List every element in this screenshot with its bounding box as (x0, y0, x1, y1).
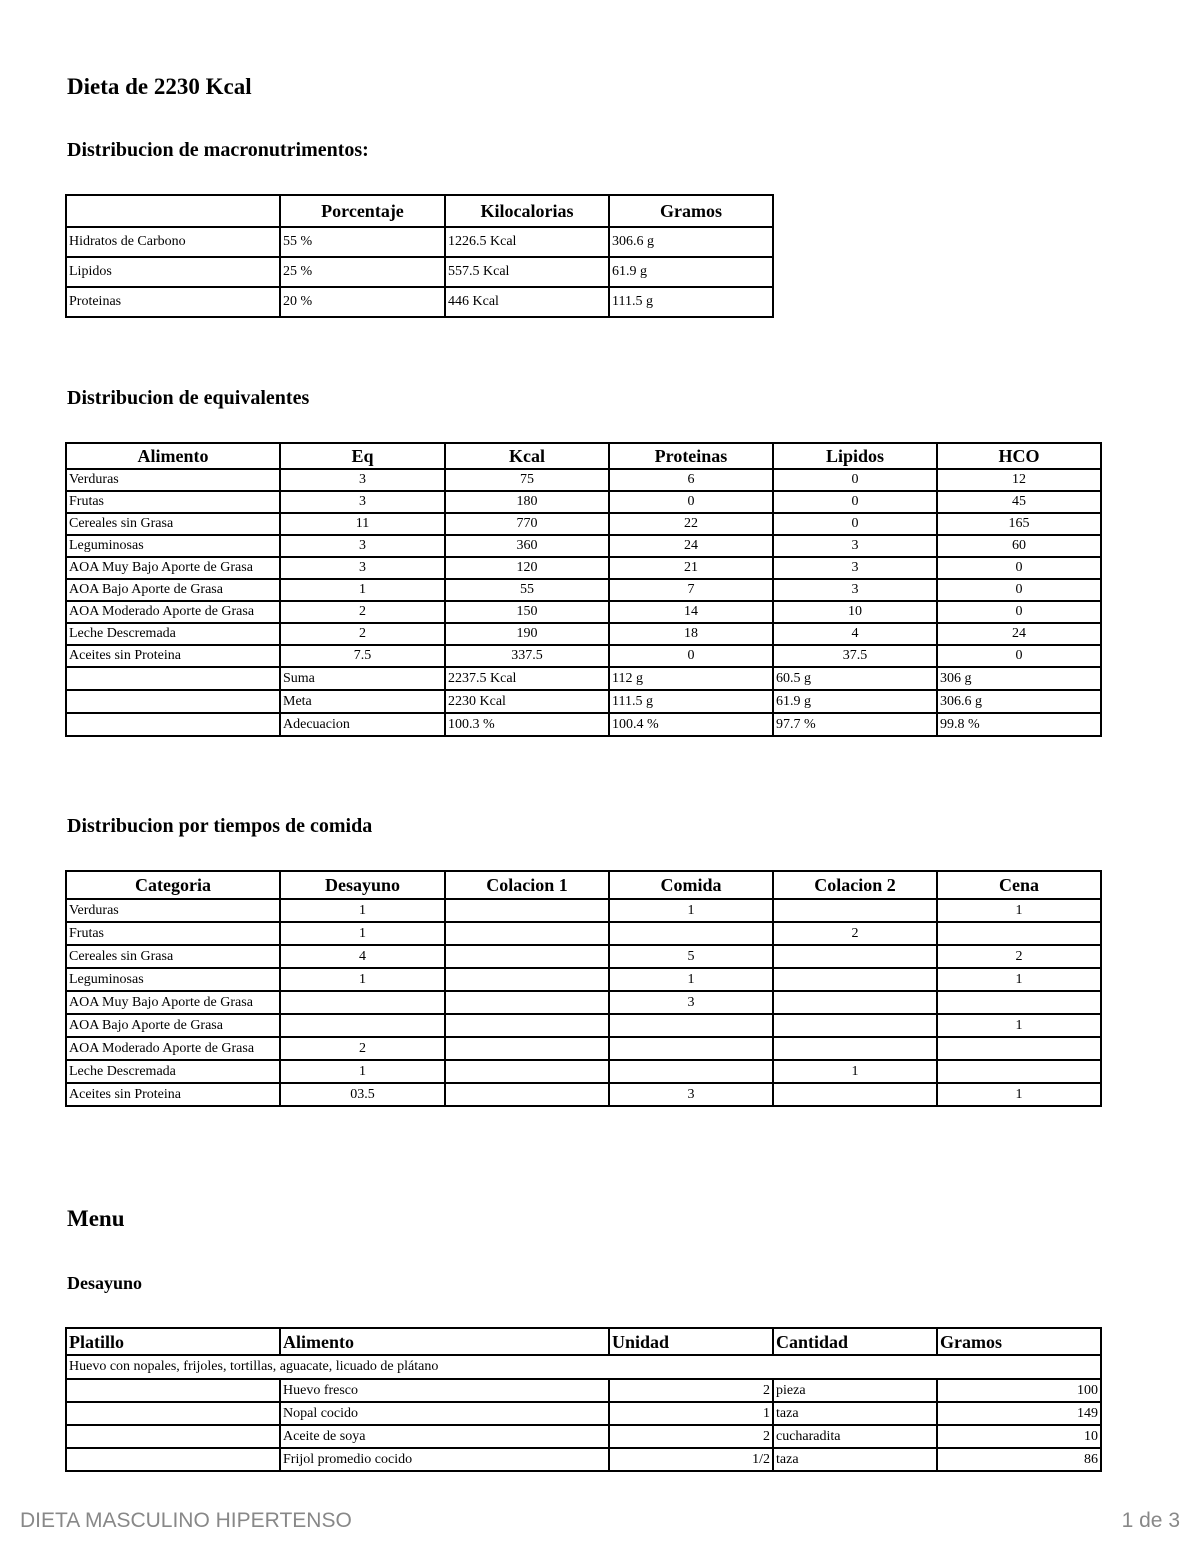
menu-header-row (66, 1328, 1101, 1355)
table-cell: 4 (280, 945, 445, 968)
table-cell: 99.8 % (937, 713, 1101, 736)
table-cell: Frutas (66, 491, 280, 513)
table-cell (609, 1060, 773, 1083)
footer-document-title: DIETA MASCULINO HIPERTENSO (20, 1509, 352, 1532)
table-row (66, 1379, 1101, 1402)
table-cell: 0 (773, 491, 937, 513)
table-cell (66, 713, 280, 736)
table-cell: AOA Muy Bajo Aporte de Grasa (66, 557, 280, 579)
table-cell: 1 (937, 968, 1101, 991)
table-cell (609, 1037, 773, 1060)
page-indicator: 1 de 3 (1121, 1509, 1180, 1532)
table-cell: 165 (937, 513, 1101, 535)
table-cell: 1 (609, 1402, 773, 1425)
table-row (66, 513, 1101, 535)
table-cell: 25 % (280, 257, 445, 287)
table-cell: 100.3 % (445, 713, 609, 736)
table-cell: Lipidos (66, 257, 280, 287)
table-cell (445, 945, 609, 968)
table-cell (445, 1060, 609, 1083)
table-cell: taza (773, 1448, 937, 1471)
table-cell: AOA Moderado Aporte de Grasa (66, 601, 280, 623)
table-row (66, 557, 1101, 579)
table-cell: Meta (280, 690, 445, 713)
table-cell: 1 (280, 579, 445, 601)
table-cell: 100 (937, 1379, 1101, 1402)
table-cell: 111.5 g (609, 690, 773, 713)
table-cell: pieza (773, 1379, 937, 1402)
menu-header-cell: Unidad (609, 1328, 773, 1355)
macro-header-row (66, 195, 773, 227)
table-row (66, 1014, 1101, 1037)
table-cell: 4 (773, 623, 937, 645)
table-cell: 03.5 (280, 1083, 445, 1106)
table-cell: 1/2 (609, 1448, 773, 1471)
table-cell (280, 1014, 445, 1037)
table-cell: 3 (773, 535, 937, 557)
table-cell: Aceite de soya (280, 1425, 609, 1448)
table-cell: 1 (937, 1014, 1101, 1037)
table-row (66, 579, 1101, 601)
table-cell: 0 (609, 491, 773, 513)
table-row (66, 991, 1101, 1014)
table-row (66, 645, 1101, 667)
table-row (66, 922, 1101, 945)
table-cell (773, 968, 937, 991)
table-cell (937, 1037, 1101, 1060)
table-cell: 18 (609, 623, 773, 645)
table-row (66, 623, 1101, 645)
table-cell: 61.9 g (773, 690, 937, 713)
equiv-header-cell: Eq (280, 443, 445, 469)
tiempos-header-cell: Cena (937, 871, 1101, 899)
table-cell (773, 945, 937, 968)
table-cell (773, 991, 937, 1014)
table-cell: Leguminosas (66, 535, 280, 557)
table-cell: 337.5 (445, 645, 609, 667)
table-cell: cucharadita (773, 1425, 937, 1448)
table-cell: 22 (609, 513, 773, 535)
table-cell: 60 (937, 535, 1101, 557)
menu-header-cell: Cantidad (773, 1328, 937, 1355)
equiv-header-cell: Lipidos (773, 443, 937, 469)
table-cell: Leguminosas (66, 968, 280, 991)
table-cell: 0 (773, 513, 937, 535)
table-cell (445, 1037, 609, 1060)
table-cell: 557.5 Kcal (445, 257, 609, 287)
table-cell: 3 (280, 469, 445, 491)
table-cell (445, 968, 609, 991)
table-cell: Hidratos de Carbono (66, 227, 280, 257)
table-cell: 3 (773, 579, 937, 601)
table-cell: 55 % (280, 227, 445, 257)
table-cell: Leche Descremada (66, 623, 280, 645)
table-cell: Cereales sin Grasa (66, 513, 280, 535)
table-cell (773, 1083, 937, 1106)
table-cell: 360 (445, 535, 609, 557)
table-cell: 21 (609, 557, 773, 579)
table-cell: 306.6 g (937, 690, 1101, 713)
menu-header-cell: Gramos (937, 1328, 1101, 1355)
table-cell (773, 1037, 937, 1060)
table-cell: 1 (937, 1083, 1101, 1106)
table-cell: 1 (609, 899, 773, 922)
table-cell: 7.5 (280, 645, 445, 667)
table-cell: 0 (609, 645, 773, 667)
table-cell (609, 922, 773, 945)
equiv-header-cell: Proteinas (609, 443, 773, 469)
table-cell: 6 (609, 469, 773, 491)
table-cell (445, 991, 609, 1014)
table-row (66, 491, 1101, 513)
summary-row (66, 713, 1101, 736)
menu-header-cell: Platillo (66, 1328, 280, 1355)
table-cell: 5 (609, 945, 773, 968)
table-cell: 149 (937, 1402, 1101, 1425)
table-row (66, 1448, 1101, 1471)
table-cell: Aceites sin Proteina (66, 645, 280, 667)
table-cell: 1 (280, 1060, 445, 1083)
menu-heading: Menu (67, 1206, 125, 1231)
table-row (66, 287, 773, 317)
macro-table (65, 194, 774, 318)
table-cell: 97.7 % (773, 713, 937, 736)
table-cell: 0 (937, 579, 1101, 601)
table-row (66, 469, 1101, 491)
table-cell (445, 1083, 609, 1106)
table-cell (66, 1425, 280, 1448)
macro-header-cell: Porcentaje (280, 195, 445, 227)
table-cell (937, 922, 1101, 945)
table-cell: 24 (937, 623, 1101, 645)
table-cell: Proteinas (66, 287, 280, 317)
macro-header-cell (66, 195, 280, 227)
dish-name: Huevo con nopales, frijoles, tortillas, aguacate, licuado de plátano (66, 1355, 1101, 1379)
table-cell: 150 (445, 601, 609, 623)
table-cell (445, 899, 609, 922)
table-cell: 12 (937, 469, 1101, 491)
table-cell: Suma (280, 667, 445, 690)
table-cell: AOA Muy Bajo Aporte de Grasa (66, 991, 280, 1014)
table-cell: 3 (280, 557, 445, 579)
table-cell: 2 (609, 1425, 773, 1448)
tiempos-header-cell: Comida (609, 871, 773, 899)
table-cell: 0 (773, 469, 937, 491)
table-row (66, 1402, 1101, 1425)
table-cell (937, 991, 1101, 1014)
table-cell: 3 (773, 557, 937, 579)
table-cell: 3 (280, 491, 445, 513)
document-title: Dieta de 2230 Kcal (67, 74, 252, 99)
equiv-header-cell: Kcal (445, 443, 609, 469)
table-cell (773, 899, 937, 922)
table-cell (66, 1402, 280, 1425)
table-cell: 180 (445, 491, 609, 513)
table-cell (445, 1014, 609, 1037)
table-cell: 75 (445, 469, 609, 491)
table-cell: 0 (937, 601, 1101, 623)
table-cell: 55 (445, 579, 609, 601)
table-cell: 770 (445, 513, 609, 535)
table-row (66, 1425, 1101, 1448)
desayuno-menu-table (65, 1327, 1102, 1472)
table-cell: AOA Bajo Aporte de Grasa (66, 1014, 280, 1037)
equiv-table (65, 442, 1102, 737)
tiempos-header-row (66, 871, 1101, 899)
table-cell (66, 1448, 280, 1471)
table-cell: 11 (280, 513, 445, 535)
table-cell: 20 % (280, 287, 445, 317)
table-cell: 112 g (609, 667, 773, 690)
macro-heading: Distribucion de macronutrimentos: (67, 139, 369, 161)
summary-row (66, 690, 1101, 713)
table-row (66, 601, 1101, 623)
table-cell: Leche Descremada (66, 1060, 280, 1083)
table-cell: 1 (280, 968, 445, 991)
table-cell: Nopal cocido (280, 1402, 609, 1425)
equiv-header-cell: HCO (937, 443, 1101, 469)
tiempos-header-cell: Desayuno (280, 871, 445, 899)
table-cell (937, 1060, 1101, 1083)
table-cell: Frutas (66, 922, 280, 945)
table-cell: Frijol promedio cocido (280, 1448, 609, 1471)
table-cell: 10 (773, 601, 937, 623)
macro-header-cell: Kilocalorias (445, 195, 609, 227)
table-cell: 2 (937, 945, 1101, 968)
table-cell: 60.5 g (773, 667, 937, 690)
table-cell: Aceites sin Proteina (66, 1083, 280, 1106)
table-cell: 0 (937, 557, 1101, 579)
table-cell: 61.9 g (609, 257, 773, 287)
table-cell: Verduras (66, 899, 280, 922)
table-cell: 1 (937, 899, 1101, 922)
tiempos-header-cell: Colacion 2 (773, 871, 937, 899)
desayuno-heading: Desayuno (67, 1273, 143, 1293)
table-cell: 1 (280, 899, 445, 922)
table-row (66, 968, 1101, 991)
table-cell: 2 (280, 1037, 445, 1060)
table-cell: 306.6 g (609, 227, 773, 257)
table-cell: taza (773, 1402, 937, 1425)
table-cell: 2230 Kcal (445, 690, 609, 713)
equiv-header-cell: Alimento (66, 443, 280, 469)
table-cell: AOA Bajo Aporte de Grasa (66, 579, 280, 601)
table-row (66, 1037, 1101, 1060)
table-cell: 0 (937, 645, 1101, 667)
table-row (66, 257, 773, 287)
table-cell: Cereales sin Grasa (66, 945, 280, 968)
equiv-heading: Distribucion de equivalentes (67, 387, 310, 409)
table-cell: 14 (609, 601, 773, 623)
table-cell: 2 (609, 1379, 773, 1402)
table-cell: 86 (937, 1448, 1101, 1471)
tiempos-header-cell: Colacion 1 (445, 871, 609, 899)
table-row (66, 1060, 1101, 1083)
table-cell: 3 (609, 991, 773, 1014)
table-cell (66, 667, 280, 690)
tiempos-heading: Distribucion por tiempos de comida (67, 815, 373, 837)
macro-header-cell: Gramos (609, 195, 773, 227)
table-row (66, 227, 773, 257)
menu-header-cell: Alimento (280, 1328, 609, 1355)
tiempos-header-cell: Categoria (66, 871, 280, 899)
table-cell (445, 922, 609, 945)
table-row (66, 535, 1101, 557)
table-cell: 111.5 g (609, 287, 773, 317)
tiempos-table (65, 870, 1102, 1107)
table-cell: 120 (445, 557, 609, 579)
table-cell: 45 (937, 491, 1101, 513)
equiv-header-row (66, 443, 1101, 469)
table-cell (280, 991, 445, 1014)
dish-row (66, 1355, 1101, 1379)
table-cell: 2 (773, 922, 937, 945)
table-row (66, 945, 1101, 968)
table-cell: 2 (280, 601, 445, 623)
table-cell: 1 (609, 968, 773, 991)
table-cell: 3 (280, 535, 445, 557)
table-cell: Adecuacion (280, 713, 445, 736)
table-cell: 306 g (937, 667, 1101, 690)
table-row (66, 899, 1101, 922)
table-cell: 2 (280, 623, 445, 645)
table-cell: Huevo fresco (280, 1379, 609, 1402)
table-cell: 37.5 (773, 645, 937, 667)
table-cell: AOA Moderado Aporte de Grasa (66, 1037, 280, 1060)
table-cell (66, 1379, 280, 1402)
table-cell: 446 Kcal (445, 287, 609, 317)
table-cell: 1226.5 Kcal (445, 227, 609, 257)
table-cell (773, 1014, 937, 1037)
table-cell (609, 1014, 773, 1037)
table-cell (66, 690, 280, 713)
table-cell: 10 (937, 1425, 1101, 1448)
table-cell: 2237.5 Kcal (445, 667, 609, 690)
table-cell: Verduras (66, 469, 280, 491)
table-cell: 190 (445, 623, 609, 645)
table-cell: 24 (609, 535, 773, 557)
table-cell: 1 (280, 922, 445, 945)
table-cell: 1 (773, 1060, 937, 1083)
summary-row (66, 667, 1101, 690)
table-cell: 100.4 % (609, 713, 773, 736)
table-cell: 3 (609, 1083, 773, 1106)
table-cell: 7 (609, 579, 773, 601)
table-row (66, 1083, 1101, 1106)
